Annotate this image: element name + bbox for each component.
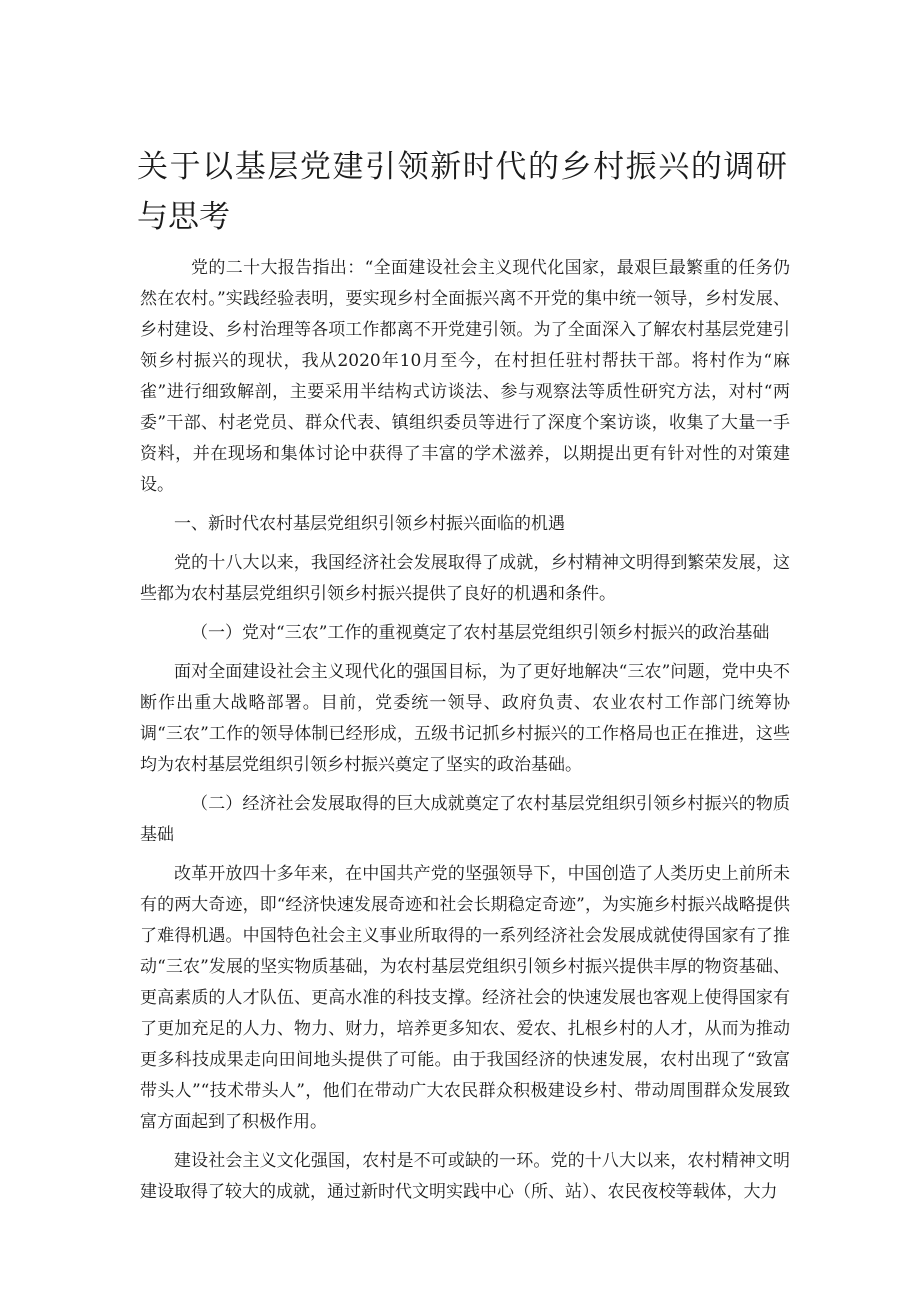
section-heading-1: 一、新时代农村基层党组织引领乡村振兴面临的机遇	[174, 514, 565, 534]
subsection-heading-2: （二）经济社会发展取得的巨大成就奠定了农村基层党组织引领乡村振兴的物质基础	[140, 794, 790, 845]
paragraph-intro: 党的二十大报告指出：“全面建设社会主义现代化国家，最艰巨最繁重的任务仍然在农村。”实践经验表明，要实现乡村全面振兴离不开党的集中统一领导，乡村发展、乡村建设、乡村治理等各项工作都离不开党建引领。为了全面深入了解农村基层党建引领乡村振兴的现状，我从2020年10月至今，在村担任驻村帮扶干部。将村作为“麻雀”进行细致解剖，主要采用半结构式访谈法、参与观察法等质性研究方法，对村“两委”干部、村老党员、群众代表、镇组织委员等进行了深度个案访谈，收集了大量一手资料，并在现场和集体讨论中获得了丰富的学术滋养，以期提出更有针对性的对策建设。	[140, 258, 790, 495]
paragraph: 改革开放四十多年来，在中国共产党的坚强领导下，中国创造了人类历史上前所未有的两大奇迹，即“经济快速发展奇迹和社会长期稳定奇迹”，为实施乡村振兴战略提供了难得机遇。中国特色社会主义事业所取得的一系列经济社会发展成就使得国家有了推动“三农”发展的坚实物质基础，为农村基层党组织引领乡村振兴提供丰厚的物资基础、更高素质的人才队伍、更高水准的科技支撑。经济社会的快速发展也客观上使得国家有了更加充足的人力、物力、财力，培养更多知农、爱农、扎根乡村的人才，从而为推动更多科技成果走向田间地头提供了可能。由于我国经济的快速发展，农村出现了“致富带头人”“技术带头人”，他们在带动广大农民群众积极建设乡村、带动周围群众发展致富方面起到了积极作用。	[140, 864, 790, 1132]
subsection-heading-1: （一）党对“三农”工作的重视奠定了农村基层党组织引领乡村振兴的政治基础	[191, 623, 770, 643]
paragraph: 面对全面建设社会主义现代化的强国目标，为了更好地解决“三农”问题，党中央不断作出重大战略部署。目前，党委统一领导、政府负责、农业农村工作部门统筹协调“三农”工作的领导体制已经形成，五级书记抓乡村振兴的工作格局也正在推进，这些均为农村基层党组织引领乡村振兴奠定了坚实的政治基础。	[140, 662, 790, 775]
paragraph: 党的十八大以来，我国经济社会发展取得了成就，乡村精神文明得到繁荣发展，这些都为农村基层党组织引领乡村振兴提供了良好的机遇和条件。	[140, 553, 790, 604]
document-body	[140, 253, 790, 1208]
document-title: 关于以基层党建引领新时代的乡村振兴的调研与思考	[137, 149, 787, 235]
paragraph: 建设社会主义文化强国，农村是不可或缺的一环。党的十八大以来，农村精神文明建设取得了较大的成就，通过新时代文明实践中心（所、站）、农民夜校等载体，大力	[140, 1151, 790, 1202]
